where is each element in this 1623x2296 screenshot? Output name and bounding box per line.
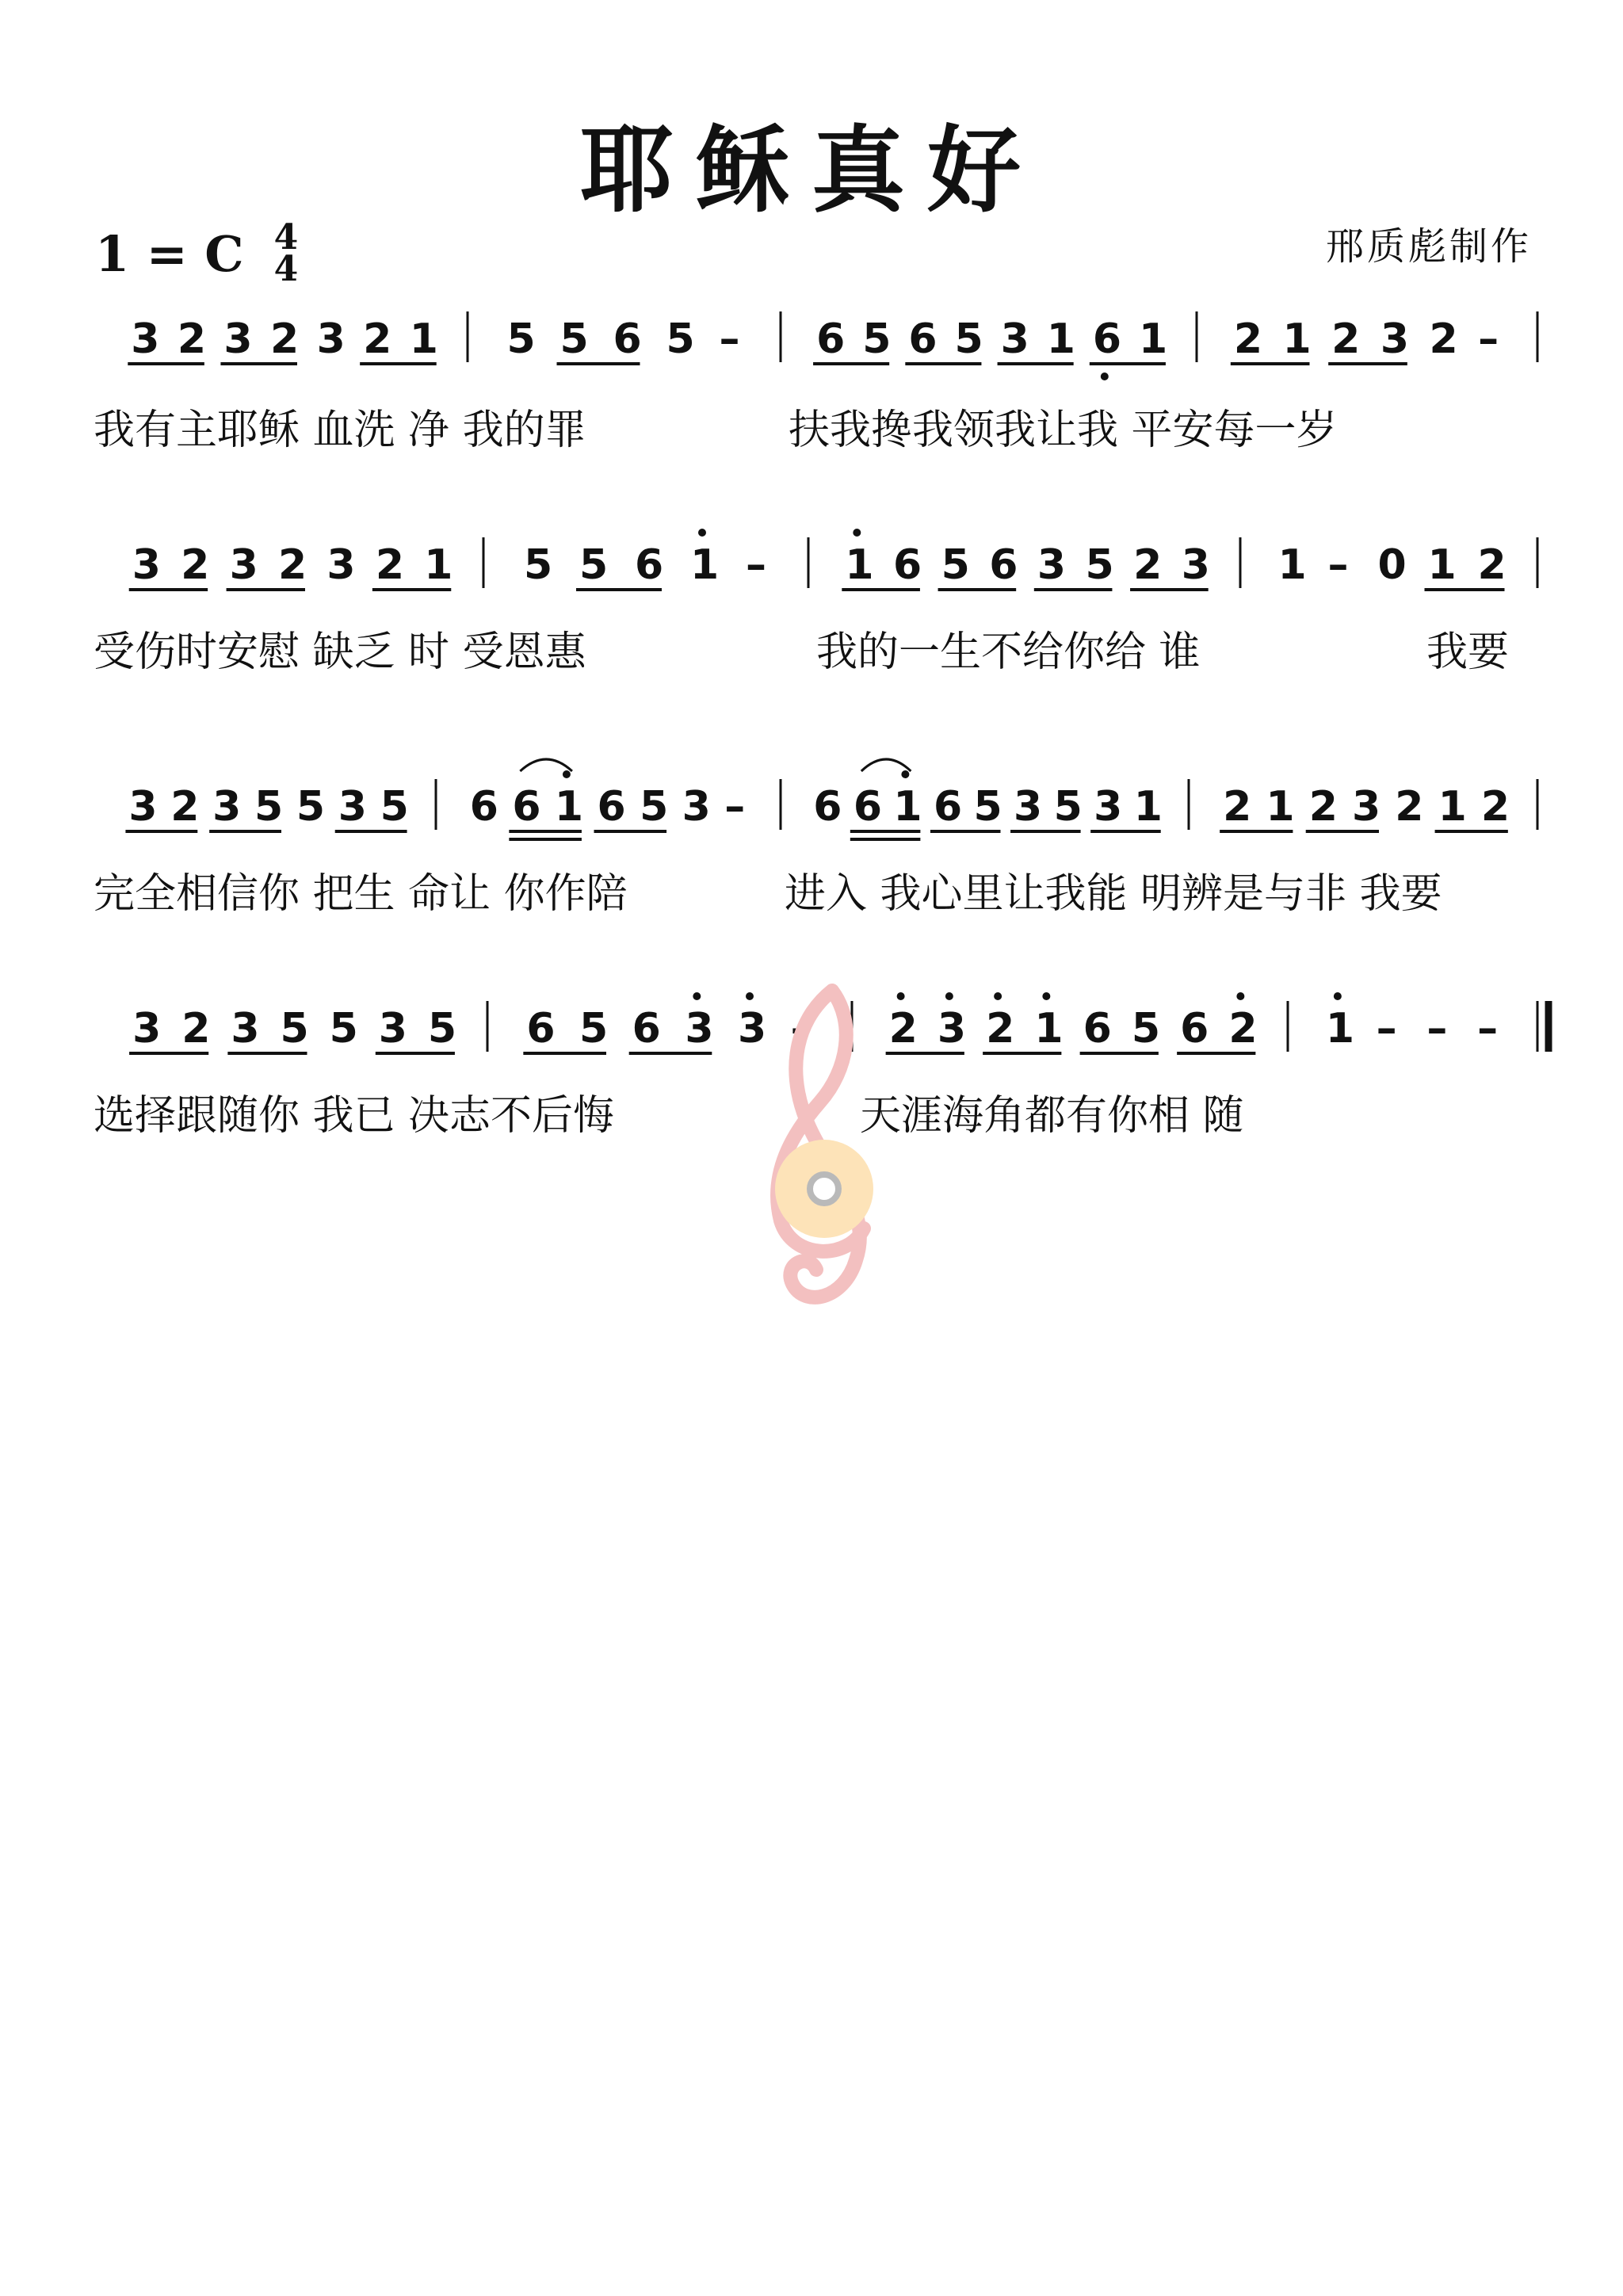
note: 2 — [1477, 541, 1507, 589]
octave-dot-above — [945, 992, 953, 1000]
note: 2 — [375, 541, 405, 589]
lyric-line: 完全相信你 把生 命让 你作陪 — [94, 870, 628, 918]
note: 1 — [409, 315, 438, 363]
note: 5 — [941, 541, 970, 589]
slur — [520, 759, 572, 771]
note: 1 — [1438, 783, 1467, 831]
note: 6 — [526, 1005, 556, 1052]
octave-dot-above — [994, 992, 1002, 1000]
time-signature-bottom: 4 — [273, 249, 299, 289]
note: 6 — [813, 783, 842, 831]
note: – — [1327, 541, 1349, 589]
note: – — [1478, 315, 1499, 363]
note: 5 — [1085, 541, 1114, 589]
song-title: 耶稣真好 — [579, 115, 1043, 225]
note: 5 — [506, 315, 536, 363]
note: 1 — [690, 541, 720, 589]
note: – — [719, 315, 740, 363]
note: 5 — [954, 315, 983, 363]
note: 1 — [1266, 783, 1295, 831]
note: 3 — [132, 1005, 162, 1052]
note: 2 — [986, 1005, 1015, 1052]
note: 6 — [816, 315, 846, 363]
octave-dot-below — [1101, 372, 1109, 380]
note: 6 — [635, 541, 664, 589]
note: 3 — [223, 315, 253, 363]
note: 6 — [1180, 1005, 1209, 1052]
note: 5 — [280, 1005, 309, 1052]
note: 3 — [378, 1005, 407, 1052]
note: 1 — [1133, 783, 1163, 831]
octave-dot-above — [1042, 992, 1050, 1000]
note: 6 — [632, 1005, 661, 1052]
octave-dot-above — [698, 529, 706, 537]
note: 3 — [1181, 541, 1210, 589]
note: 2 — [1331, 315, 1361, 363]
note: 1 — [1282, 315, 1312, 363]
lyric-line: 我有主耶稣 血洗 净 我的罪 — [94, 407, 586, 454]
note: 3 — [131, 315, 160, 363]
note: 6 — [597, 783, 626, 831]
note: 1 — [893, 783, 922, 831]
note: 3 — [229, 541, 258, 589]
note: 2 — [363, 315, 392, 363]
lyric-line: 进入 我心里让我能 明辨是与非 我要 — [785, 870, 1442, 918]
note: 1 — [1277, 541, 1307, 589]
note: 2 — [177, 315, 207, 363]
octave-dot-above — [563, 770, 571, 778]
note: 3 — [1094, 783, 1123, 831]
note: 2 — [1480, 783, 1510, 831]
note: – — [724, 783, 746, 831]
note: 1 — [845, 541, 874, 589]
lyric-line: 扶我搀我领我让我 平安每一岁 — [789, 407, 1338, 454]
note: 3 — [1037, 541, 1066, 589]
note: 3 — [937, 1005, 967, 1052]
time-signature-top: 4 — [273, 217, 299, 258]
note: – — [790, 1005, 812, 1052]
note: 5 — [254, 783, 284, 831]
note: 5 — [579, 541, 609, 589]
note: 6 — [1083, 1005, 1112, 1052]
note: 5 — [380, 783, 409, 831]
note: 3 — [327, 541, 356, 589]
note: 6 — [613, 315, 642, 363]
note: 3 — [316, 315, 346, 363]
note: 1 — [1138, 315, 1168, 363]
note: 5 — [579, 1005, 609, 1052]
note: 6 — [1092, 315, 1121, 363]
octave-dot-above — [853, 529, 861, 537]
note: 3 — [132, 541, 161, 589]
octave-dot-above — [901, 770, 909, 778]
note: 1 — [554, 783, 584, 831]
note: 1 — [1325, 1005, 1355, 1052]
note: 2 — [278, 541, 307, 589]
note: 5 — [1131, 1005, 1161, 1052]
author-credit: 邢质彪制作 — [1325, 224, 1532, 269]
note: 6 — [469, 783, 498, 831]
note: 3 — [1000, 315, 1029, 363]
note: 3 — [231, 1005, 260, 1052]
note: 5 — [329, 1005, 358, 1052]
note: 3 — [128, 783, 158, 831]
note: 1 — [1034, 1005, 1064, 1052]
note: 2 — [181, 541, 210, 589]
note: 6 — [892, 541, 922, 589]
note: 1 — [1046, 315, 1075, 363]
note: 3 — [1380, 315, 1410, 363]
octave-dot-above — [1236, 992, 1244, 1000]
note: – — [1477, 1005, 1499, 1052]
note: 2 — [170, 783, 200, 831]
note: 3 — [338, 783, 367, 831]
note: 3 — [685, 1005, 714, 1052]
note: 5 — [427, 1005, 457, 1052]
note: 5 — [862, 315, 892, 363]
note: 3 — [682, 783, 711, 831]
note: 1 — [1427, 541, 1457, 589]
note: 3 — [1014, 783, 1043, 831]
note: – — [746, 541, 766, 589]
note: 5 — [1053, 783, 1083, 831]
note: 5 — [973, 783, 1002, 831]
note: 5 — [640, 783, 669, 831]
note: – — [1376, 1005, 1397, 1052]
treble-clef-disc-icon — [737, 975, 919, 1324]
note: 5 — [559, 315, 589, 363]
note: 2 — [1233, 315, 1263, 363]
note: 3 — [212, 783, 242, 831]
note: 2 — [181, 1005, 211, 1052]
note: 6 — [512, 783, 541, 831]
lyric-line: 受伤时安慰 缺乏 时 受恩惠 — [94, 628, 586, 676]
note: 1 — [424, 541, 453, 589]
note: 2 — [1308, 783, 1338, 831]
key-label: 1 = C — [95, 224, 244, 283]
note: 2 — [888, 1005, 918, 1052]
note: 2 — [1395, 783, 1424, 831]
lyric-line: 天涯海角都有你相 随 — [860, 1092, 1244, 1140]
note: 2 — [1228, 1005, 1258, 1052]
lyric-line: 我要 — [1426, 628, 1510, 676]
lyric-line: 选择跟随你 我已 决志不后悔 — [94, 1092, 615, 1140]
watermark-disc-hole — [810, 1175, 838, 1203]
note: 6 — [853, 783, 883, 831]
note: 3 — [1352, 783, 1381, 831]
note: 3 — [738, 1005, 767, 1052]
lyric-line: 我的一生不给你给 谁 — [816, 628, 1201, 676]
note: 6 — [933, 783, 963, 831]
note: 5 — [296, 783, 326, 831]
slur — [861, 759, 911, 771]
note: 0 — [1377, 541, 1407, 589]
note: 2 — [1223, 783, 1252, 831]
note: 6 — [908, 315, 938, 363]
octave-dot-above — [1334, 992, 1342, 1000]
note: 2 — [1429, 315, 1458, 363]
octave-dot-above — [693, 992, 701, 1000]
note: 2 — [1133, 541, 1163, 589]
note: 5 — [666, 315, 695, 363]
note: – — [1426, 1005, 1448, 1052]
note: 5 — [524, 541, 553, 589]
note: 6 — [989, 541, 1018, 589]
note: 2 — [270, 315, 300, 363]
